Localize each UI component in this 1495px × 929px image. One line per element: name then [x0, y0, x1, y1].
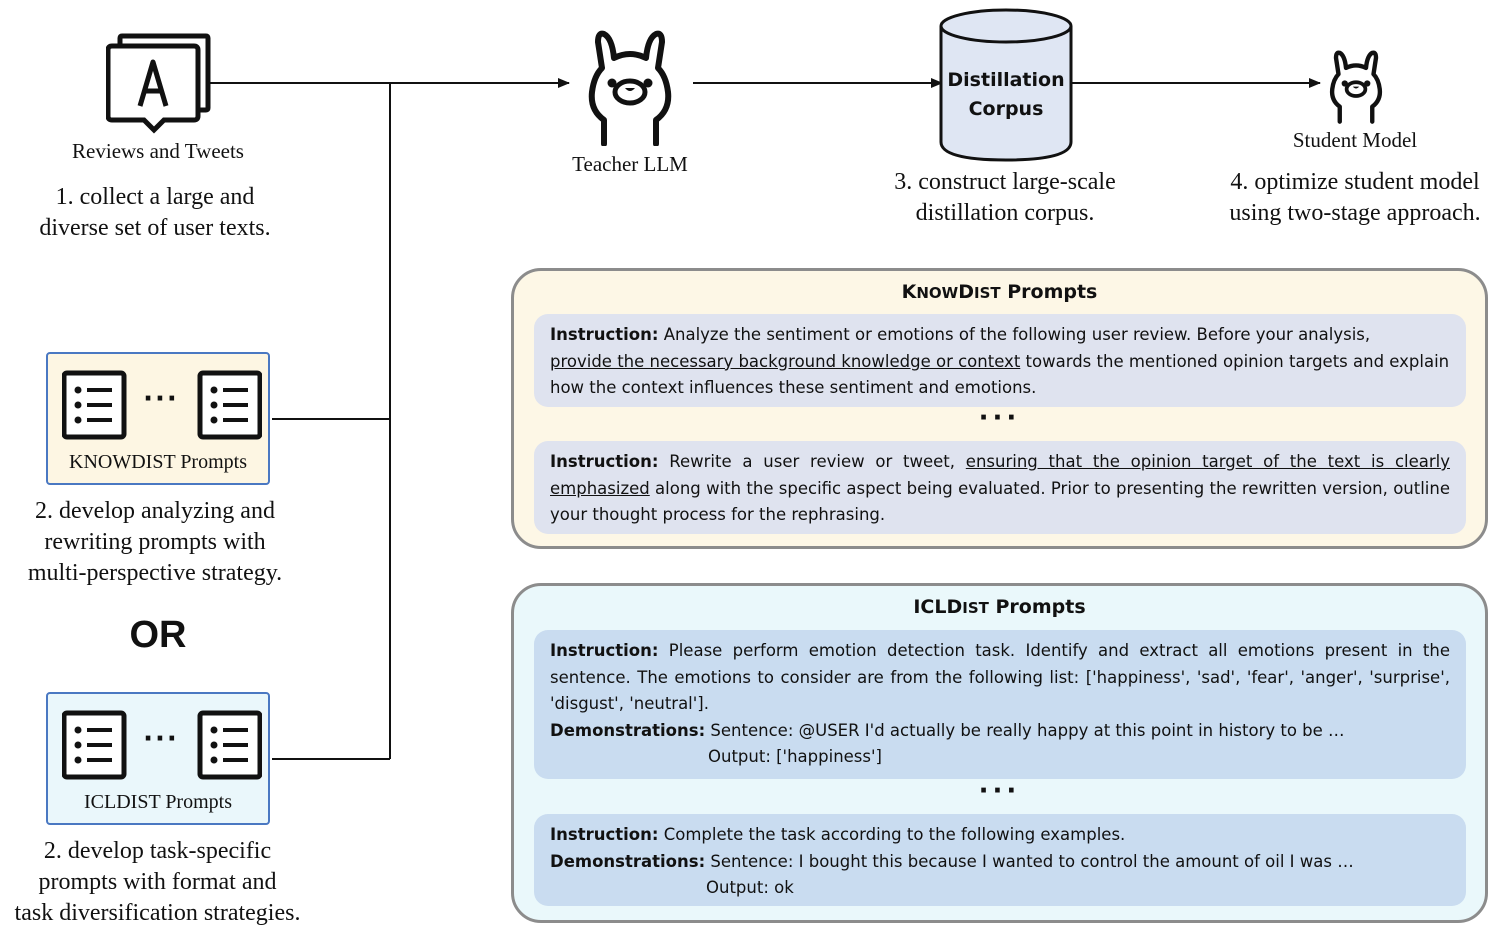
step2a-text: 2. develop analyzing and rewriting prompts with multi-perspective strategy. [27, 498, 283, 586]
document-list-icon [64, 373, 124, 437]
student-llama-icon [1326, 48, 1386, 124]
document-list-icon [64, 713, 124, 777]
icldist-ellipsis: ··· [978, 776, 1021, 806]
step1-text: 1. collect a large and diverse set of user texts. [39, 184, 271, 241]
knowdist-prompts-card [46, 352, 270, 485]
reviews-label: Reviews and Tweets [72, 139, 244, 163]
icldist-instruction-box-1: Instruction: Please perform emotion detection task. Identify and extract all emotions present in the sentence. The emotions to consider are from the following list: ['happiness', 'sad', 'fear', 'anger', 'surprise', 'disgust', 'neutral']. Demonstrations: Sentence: @USER I'd actually be really happy at this point in history to be … Output: ['happiness'] [534, 630, 1466, 779]
corpus-label: Distillation Corpus [947, 69, 1065, 120]
icldist-instruction-box-2: Instruction: Complete the task according to the following examples. Demonstrations: Sentence: I bought this because I wanted to control the amount of oil I was … Output: ok [534, 814, 1466, 906]
document-list-icon [200, 713, 260, 777]
step2b-text: 2. develop task-specific prompts with format and task diversification strategies. [14, 838, 301, 926]
knowdist-instruction-box-1: Instruction: Analyze the sentiment or emotions of the following user review. Before your analysis, provide the necessary background knowledge or context towards the mentioned opinion targets and explain how the context influences these sentiment and emotions. [534, 314, 1466, 407]
teacher-label: Teacher LLM [572, 152, 688, 176]
document-list-icon [200, 373, 260, 437]
knowdist-panel-title: KNOWDIST Prompts [901, 281, 1098, 303]
student-label: Student Model [1292, 128, 1418, 152]
icldist-prompts-panel [511, 583, 1488, 923]
knowdist-instruction-box-2: Instruction: Rewrite a user review or tweet, ensuring that the opinion target of the text is clearly emphasized along with the specific aspect being evaluated. Prior to presenting the rewritten version, outline your thought process for the rephrasing. [534, 441, 1466, 534]
card-ellipsis: ··· [143, 724, 179, 754]
icldist-panel-title: ICLDIST Prompts [913, 596, 1086, 618]
reviews-tweets-icon [106, 32, 214, 134]
teacher-llama-icon [582, 28, 678, 146]
icldist-prompts-card [46, 692, 270, 825]
step4-text: 4. optimize student model using two-stage approach. [1229, 169, 1481, 226]
or-label: OR [129, 614, 187, 656]
step3-text: 3. construct large-scale distillation corpus. [894, 169, 1116, 226]
card-ellipsis: ··· [143, 384, 179, 414]
knowdist-ellipsis: ··· [978, 403, 1021, 433]
knowdist-card-label: KNOWDIST Prompts [69, 451, 247, 473]
icldist-card-label: ICLDIST Prompts [84, 791, 232, 813]
knowdist-prompts-panel [511, 268, 1488, 549]
